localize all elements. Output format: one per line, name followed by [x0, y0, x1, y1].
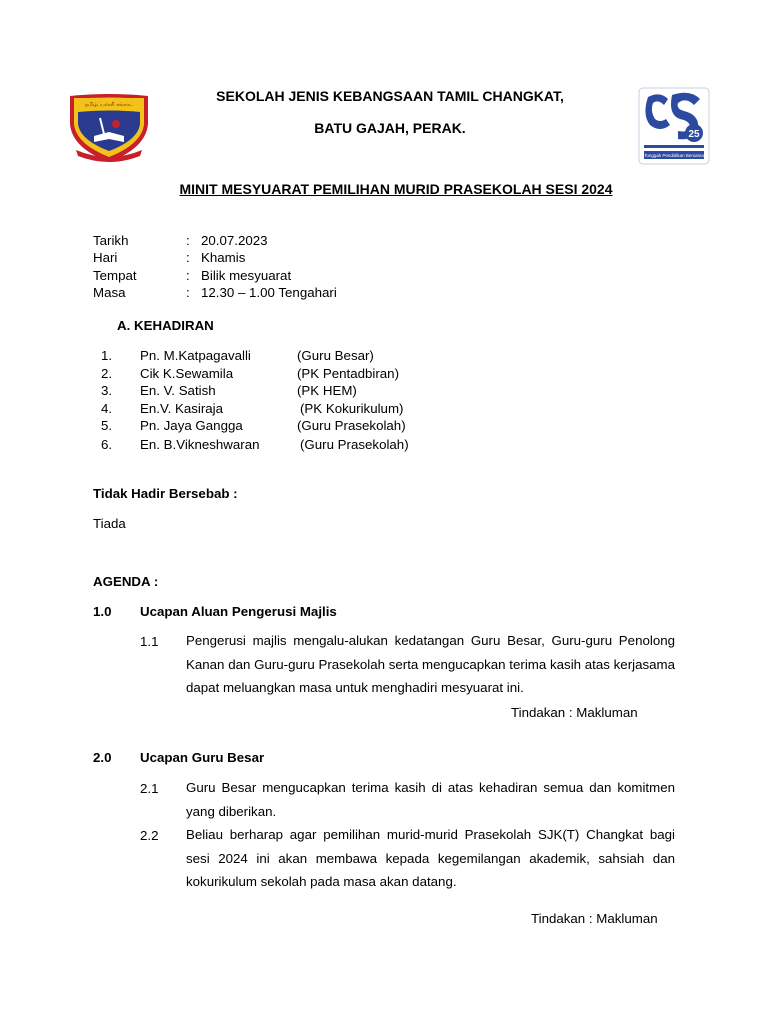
- info-value-date: 20.07.2023: [201, 233, 268, 248]
- info-value-time: 12.30 – 1.00 Tengahari: [201, 285, 337, 300]
- info-sep: :: [186, 250, 190, 265]
- absent-heading: Tidak Hadir Bersebab :: [93, 486, 238, 501]
- subitem-no: 2.2: [140, 828, 159, 843]
- agenda-item-no: 1.0: [93, 604, 112, 619]
- school-crest-logo: [66, 90, 152, 166]
- member-role: (Guru Prasekolah): [300, 437, 409, 452]
- info-label-place: Tempat: [93, 268, 137, 283]
- info-label-date: Tarikh: [93, 233, 129, 248]
- member-role: (Guru Prasekolah): [297, 418, 406, 433]
- member-name: En. V. Satish: [140, 383, 216, 398]
- subitem-no: 1.1: [140, 634, 159, 649]
- school-name: SEKOLAH JENIS KEBANGSAAN TAMIL CHANGKAT,: [216, 88, 564, 104]
- member-role: (PK Pentadbiran): [297, 366, 399, 381]
- agenda-item-title: Ucapan Aluan Pengerusi Majlis: [140, 604, 337, 619]
- member-name: En. B.Vikneshwaran: [140, 437, 260, 452]
- agenda-item-title: Ucapan Guru Besar: [140, 750, 265, 765]
- action-note: Tindakan : Makluman: [511, 705, 638, 720]
- 25-years-logo: [638, 87, 710, 165]
- member-name: En.V. Kasiraja: [140, 401, 224, 416]
- attendance-heading: A. KEHADIRAN: [117, 318, 214, 333]
- info-label-day: Hari: [93, 250, 118, 265]
- action-note: Tindakan : Makluman: [531, 911, 658, 926]
- subitem-no: 2.1: [140, 781, 159, 796]
- document-title: MINIT MESYUARAT PEMILIHAN MURID PRASEKOLAH SESI 2024: [179, 181, 613, 197]
- svg-text:25: 25: [688, 129, 700, 140]
- subitem-text: Pengerusi majlis mengalu-alukan kedatangan Guru Besar, Guru-guru Penolong Kanan dan Guru-guru Prasekolah serta mengucapkan terima kasih atas kerjasama dapat meluangkan masa untuk menghadiri mesyuarat ini.: [186, 633, 675, 695]
- info-sep: :: [186, 268, 190, 283]
- member-name: Pn. M.Katpagavalli: [140, 348, 251, 363]
- member-role: (Guru Besar): [297, 348, 374, 363]
- absent-value: Tiada: [93, 516, 126, 531]
- school-location: BATU GAJAH, PERAK.: [314, 120, 466, 136]
- member-no: 6.: [101, 437, 113, 452]
- crest-tamil-text: தமிழ்ப்பள்ளி சங்காட்: [84, 102, 134, 108]
- subitem-text: Beliau berharap agar pemilihan murid-murid Prasekolah SJK(T) Changkat bagi sesi 2024 ini akan membawa kepada kegemilangan akademik, sahsiah dan kokurikulum sekolah pada masa akan datang.: [186, 827, 675, 889]
- info-value-place: Bilik mesyuarat: [201, 268, 292, 283]
- member-no: 5.: [101, 418, 113, 433]
- member-no: 4.: [101, 401, 113, 416]
- agenda-heading: AGENDA :: [93, 574, 159, 589]
- info-sep: :: [186, 285, 190, 300]
- member-no: 1.: [101, 348, 113, 363]
- member-role: (PK Kokurikulum): [300, 401, 404, 416]
- info-value-day: Khamis: [201, 250, 246, 265]
- agenda-item-no: 2.0: [93, 750, 112, 765]
- member-role: (PK HEM): [297, 383, 357, 398]
- member-name: Pn. Jaya Gangga: [140, 418, 243, 433]
- svg-text:Tonggak Pendidikan Bersama: Tonggak Pendidikan Bersama: [644, 153, 704, 158]
- subitem-text: Guru Besar mengucapkan terima kasih di atas kehadiran semua dan komitmen yang diberikan.: [186, 780, 675, 819]
- info-label-time: Masa: [93, 285, 126, 300]
- info-sep: :: [186, 233, 190, 248]
- member-no: 2.: [101, 366, 113, 381]
- member-name: Cik K.Sewamila: [140, 366, 234, 381]
- member-no: 3.: [101, 383, 113, 398]
